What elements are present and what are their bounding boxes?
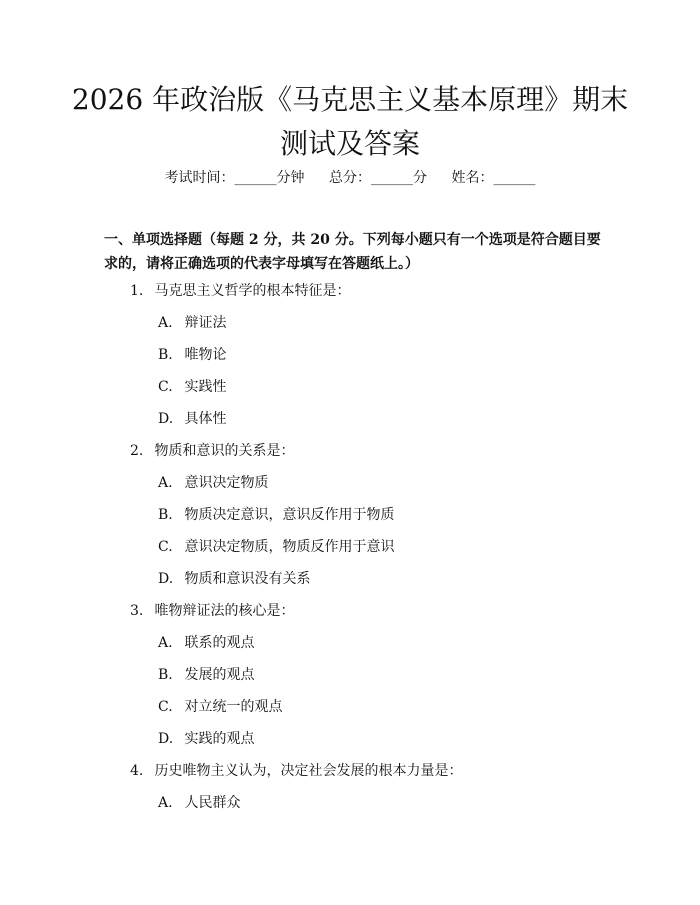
option-letter: A. (158, 635, 173, 651)
option-text: 物质决定意识，意识反作用于物质 (184, 507, 395, 523)
question-text: 历史唯物主义认为，决定社会发展的根本力量是： (154, 763, 463, 779)
option-letter: C. (158, 379, 173, 395)
option-2a (158, 473, 268, 493)
option-letter: B. (158, 347, 173, 363)
option-3c (158, 697, 282, 717)
question-text: 唯物辩证法的核心是： (154, 603, 295, 619)
section-heading: 一、单项选择题（每题 2 分，共 20 分。下列每小题只有一个选项是符合题目要求的，请将正确选项的代表字母填写在答题纸上。） (104, 232, 601, 272)
option-text: 意识决定物质 (184, 475, 269, 491)
option-letter: C. (158, 539, 173, 555)
question-4 (130, 761, 462, 781)
option-letter: B. (158, 667, 173, 683)
option-3b (158, 665, 254, 685)
exam-score: 总分：______分 (329, 170, 427, 186)
option-letter: D. (158, 571, 174, 587)
question-1 (130, 281, 350, 301)
option-text: 对立统一的观点 (184, 699, 283, 715)
question-number: 3. (130, 603, 144, 619)
question-number: 2. (130, 443, 144, 459)
document-title: 2026 年政治版《马克思主义基本原理》期末测试及答案 (71, 83, 629, 160)
option-1a (158, 313, 226, 333)
exam-time: 考试时间：______分钟 (164, 170, 305, 186)
option-letter: A. (158, 795, 173, 811)
option-letter: B. (158, 507, 173, 523)
option-3d (158, 729, 254, 749)
option-text: 人民群众 (184, 795, 241, 811)
option-letter: D. (158, 411, 174, 427)
option-text: 唯物论 (184, 347, 227, 363)
option-text: 实践的观点 (184, 731, 255, 747)
option-2d (158, 569, 310, 589)
option-1c (158, 377, 226, 397)
option-text: 物质和意识没有关系 (184, 571, 311, 587)
option-text: 实践性 (184, 379, 227, 395)
option-letter: D. (158, 731, 174, 747)
option-text: 联系的观点 (184, 635, 255, 651)
option-text: 辩证法 (184, 315, 227, 331)
option-text: 具体性 (184, 411, 227, 427)
option-4a (158, 793, 240, 813)
option-1b (158, 345, 226, 365)
option-1d (158, 409, 226, 429)
question-number: 1. (130, 283, 144, 299)
option-letter: A. (158, 475, 173, 491)
option-2c (158, 537, 394, 557)
option-text: 发展的观点 (184, 667, 255, 683)
option-2b (158, 505, 394, 525)
option-text: 意识决定物质，物质反作用于意识 (184, 539, 395, 555)
option-3a (158, 633, 254, 653)
option-letter: C. (158, 699, 173, 715)
question-2 (130, 441, 294, 461)
option-letter: A. (158, 315, 173, 331)
exam-name: 姓名：______ (451, 170, 536, 186)
question-text: 马克思主义哲学的根本特征是： (154, 283, 351, 299)
question-text: 物质和意识的关系是： (154, 443, 295, 459)
exam-meta (0, 168, 700, 188)
question-3 (130, 601, 294, 621)
question-number: 4. (130, 763, 144, 779)
